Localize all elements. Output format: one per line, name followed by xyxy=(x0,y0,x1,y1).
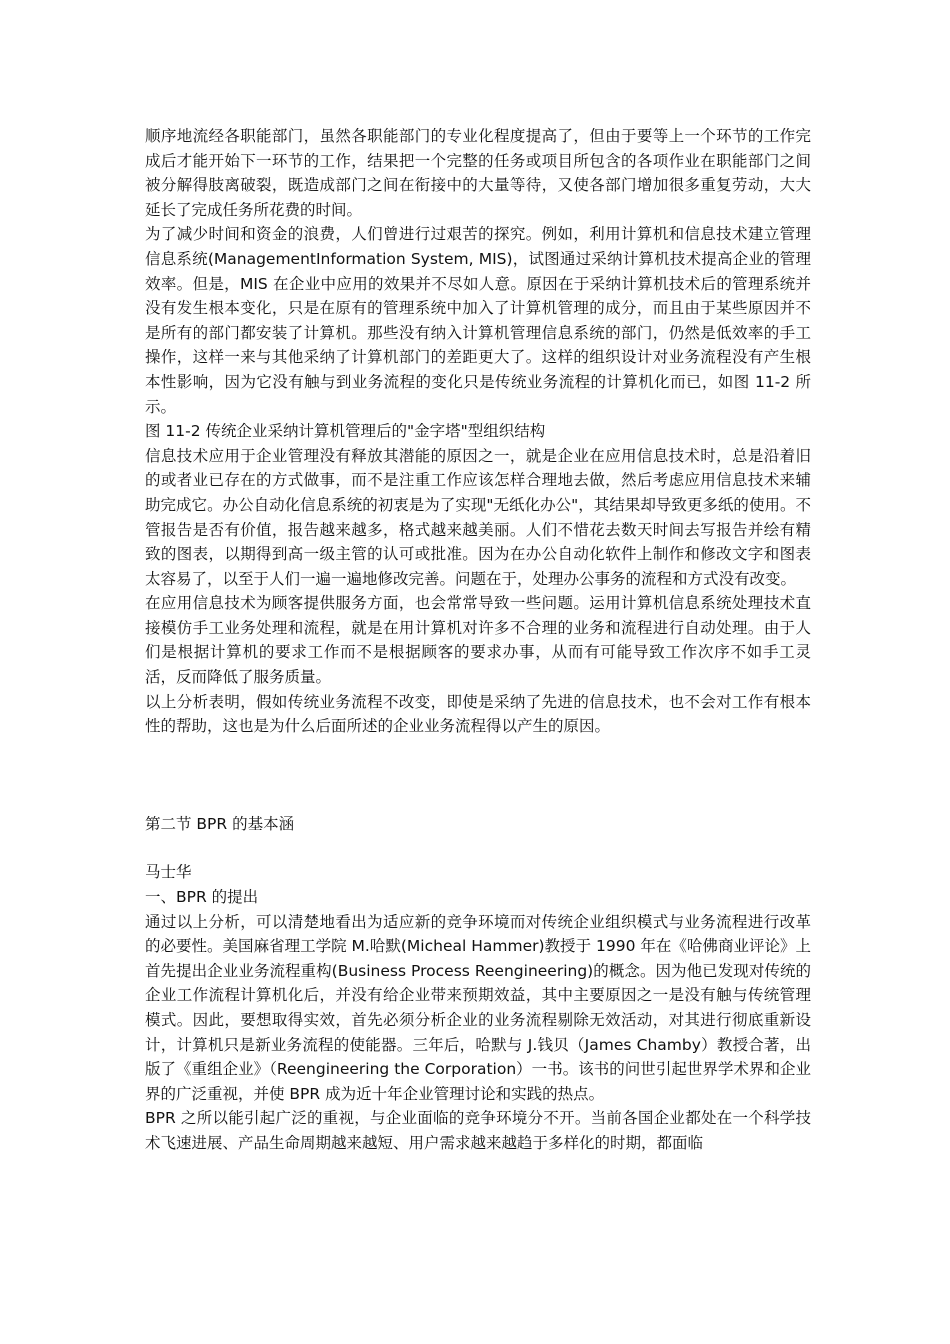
body-paragraph: 顺序地流经各职能部门，虽然各职能部门的专业化程度提高了，但由于要等上一个环节的工作完成后才能开始下一环节的工作，结果把一个完整的任务或项目所包含的各项作业在职能部门之间被分解得肢离破裂，既造成部门之间在衔接中的大量等待，又使各部门增加很多重复劳动，大大延长了完成任务所花费的时间。 xyxy=(145,127,811,219)
heading-spacer xyxy=(145,836,811,860)
section-spacer xyxy=(145,739,811,812)
subsection-heading: 一、BPR 的提出 xyxy=(145,888,259,907)
body-paragraph: 在应用信息技术为顾客提供服务方面，也会常常导致一些问题。运用计算机信息系统处理技术直接模仿手工业务处理和流程，就是在用计算机对许多不合理的业务和流程进行自动处理。由于人们是根据计算机的要求工作而不是根据顾客的要求办事，从而有可能导致工作次序不如手工灵活，反而降低了服务质量。 xyxy=(145,594,811,687)
section-heading: 第二节 BPR 的基本涵 xyxy=(145,814,295,833)
body-paragraph: 以上分析表明，假如传统业务流程不改变，即使是采纳了先进的信息技术，也不会对工作有根本性的帮助，这也是为什么后面所述的企业业务流程得以产生的原因。 xyxy=(145,692,811,736)
author-name: 马士华 xyxy=(145,863,192,882)
document-page xyxy=(145,124,811,1156)
body-paragraph: BPR 之所以能引起广泛的重视，与企业面临的竞争环境分不开。当前各国企业都处在一个科学技术飞速进展、产品生命周期越来越短、用户需求越来越趋于多样化的时期，都面临 xyxy=(145,1109,811,1152)
figure-caption: 图 11-2 传统企业采纳计算机管理后的"金字塔"型组织结构 xyxy=(145,422,546,441)
body-paragraph: 为了减少时间和资金的浪费，人们曾进行过艰苦的探究。例如，利用计算机和信息技术建立管理信息系统(ManagementInformation System, MIS)，试图通过采纳计算机技术提高企业的管理效率。但是，MIS 在企业中应用的效果并不尽如人意。原因在于采纳计算机技术后的管理系统并没有发生根本变化，只是在原有的管理系统中加入了计算机管理的成分，而且由于某些原因并不是所有的部门都安装了计算机。那些没有纳入计算机管理信息系统的部门，仍然是低效率的手工操作，这样一来与其他采纳了计算机部门的差距更大了。这样的组织设计对业务流程没有产生根本性影响，因为它没有触与到业务流程的变化只是传统业务流程的计算机化而已，如图 11-2 所示。 xyxy=(145,225,811,416)
body-paragraph: 信息技术应用于企业管理没有释放其潜能的原因之一，就是企业在应用信息技术时，总是沿着旧的或者业已存在的方式做事，而不是注重工作应该怎样合理地去做，然后考虑应用信息技术来辅助完成它。办公自动化信息系统的初衷是为了实现"无纸化办公"，其结果却导致更多纸的使用。不管报告是否有价值，报告越来越多，格式越来越美丽。人们不惜花去数天时间去写报告并绘有精致的图表，以期得到高一级主管的认可或批准。因为在办公自动化软件上制作和修改文字和图表太容易了，以至于人们一遍一遍地修改完善。问题在于，处理办公事务的流程和方式没有改变。 xyxy=(145,446,811,588)
body-paragraph: 通过以上分析，可以清楚地看出为适应新的竞争环境而对传统企业组织模式与业务流程进行改革的必要性。美国麻省理工学院 M.哈默(Micheal Hammer)教授于 1990 年在《哈佛商业评论》上首先提出企业业务流程重构(Business Process Reengineering)的概念。因为他已发现对传统的企业工作流程计算机化后，并没有给企业带来预期效益，其中主要原因之一是没有触与传统管理模式。因此，要想取得实效，首先必须分析企业的业务流程剔除无效活动，对其进行彻底重新设计，计算机只是新业务流程的使能器。三年后，哈默与 J.钱贝（James Chamby）教授合著，出版了《重组企业》（Reengineering the Corporation）一书。该书的问世引起世界学术界和企业界的广泛重视，并使 BPR 成为近十年企业管理讨论和实践的热点。 xyxy=(145,912,811,1103)
